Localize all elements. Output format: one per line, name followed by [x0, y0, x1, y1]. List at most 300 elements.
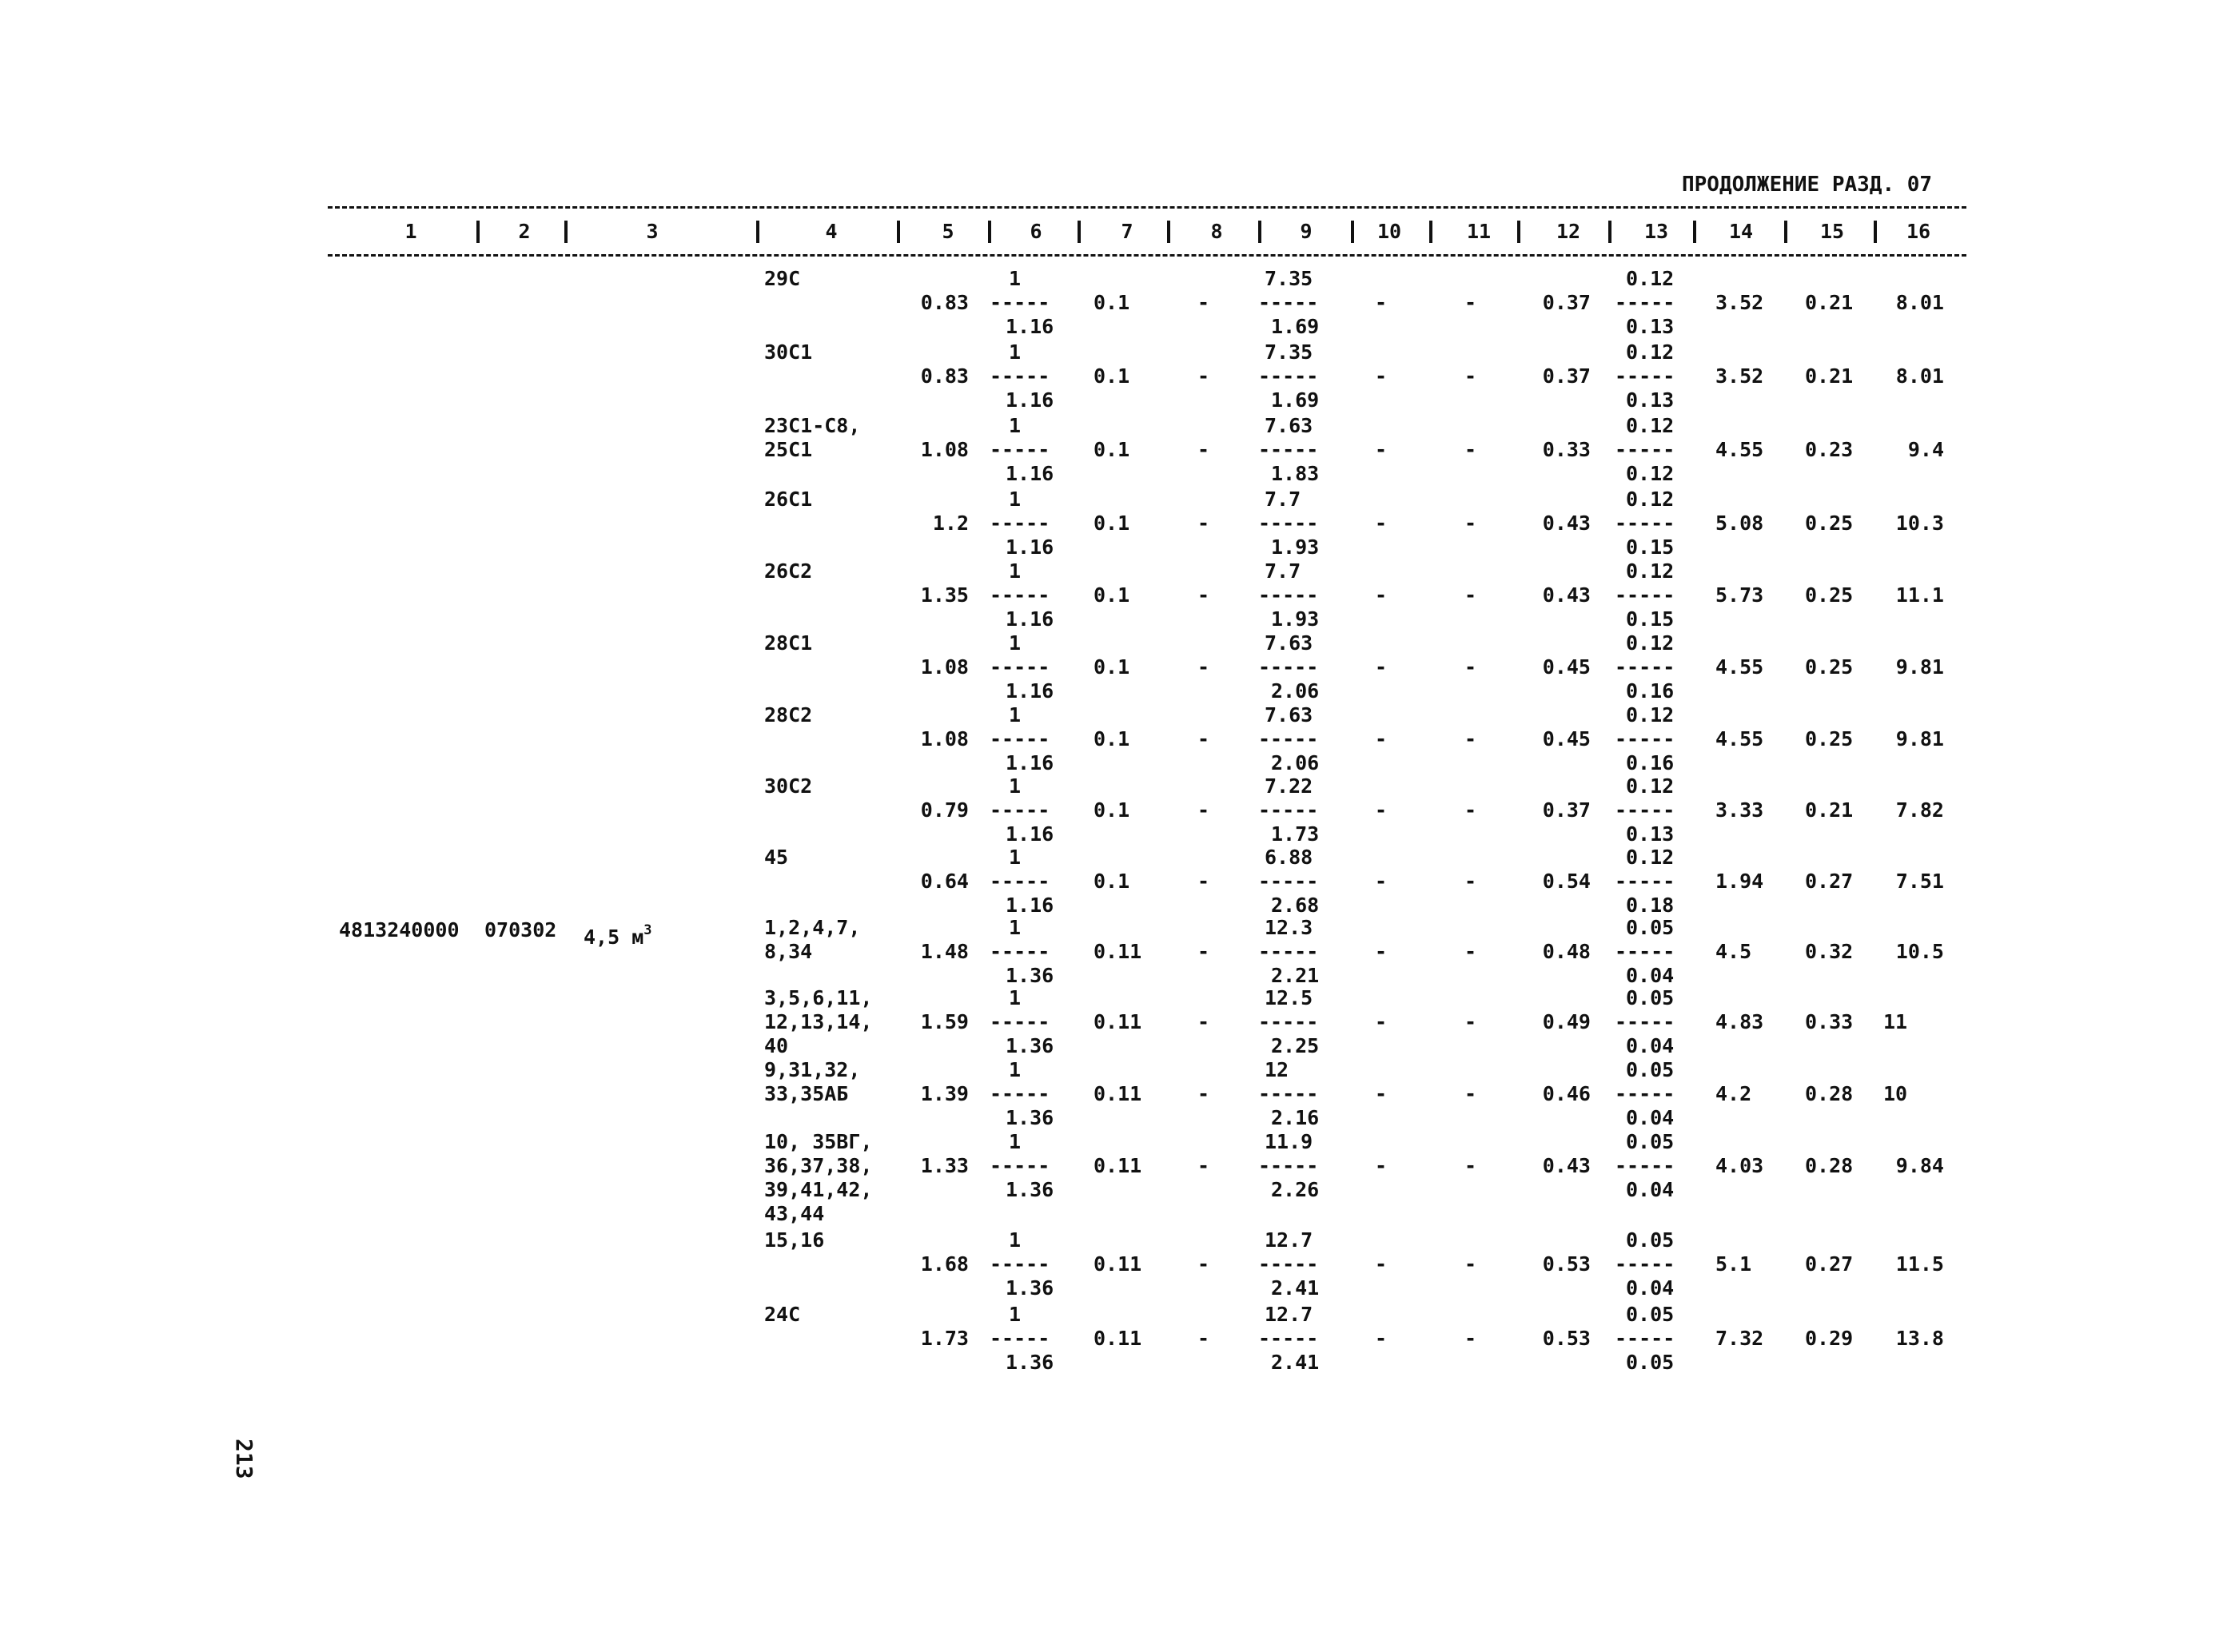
cell-col7: 0.1	[1094, 291, 1130, 314]
cell-col13-bar: -----	[1615, 438, 1675, 461]
cell-col14: 3.52	[1715, 364, 1764, 388]
cell-col6-den: 1.16	[1006, 315, 1054, 338]
cell-col4: 15,16	[764, 1228, 825, 1252]
cell-col4: 39,41,42,	[764, 1178, 873, 1201]
cell-col13-bar: -----	[1615, 798, 1675, 822]
column-separator	[1258, 221, 1261, 243]
cell-col6-num: 1	[1009, 1303, 1022, 1326]
column-separator	[1784, 221, 1787, 243]
column-header-4: 4	[825, 220, 838, 243]
cell-col13-num: 0.12	[1626, 488, 1675, 511]
cell-col13-num: 0.12	[1626, 631, 1675, 655]
column-separator	[756, 221, 759, 243]
cell-col13-num: 0.12	[1626, 559, 1675, 583]
cell-col9-den: 2.16	[1271, 1106, 1320, 1129]
cell-col13-den: 0.12	[1626, 462, 1675, 485]
cell-col8: -	[1197, 870, 1210, 893]
cell-col4: 30С1	[764, 340, 813, 364]
cell-col13-den: 0.04	[1626, 964, 1675, 987]
cell-col6-den: 1.16	[1006, 894, 1054, 917]
product-code: 4813240000	[339, 918, 460, 941]
cell-col12: 0.46	[1542, 1082, 1591, 1105]
cell-col4: 40	[764, 1034, 789, 1057]
cell-col9-bar: -----	[1258, 1082, 1319, 1105]
cell-col16: 10.3	[1895, 512, 1944, 535]
cell-col4: 25С1	[764, 438, 813, 461]
column-header-13: 13	[1643, 220, 1669, 243]
cell-col13-bar: -----	[1615, 512, 1675, 535]
cell-col9-den: 1.73	[1271, 822, 1320, 846]
cell-col13-den: 0.04	[1626, 1106, 1675, 1129]
column-header-10: 10	[1376, 220, 1402, 243]
cell-col13-num: 0.05	[1626, 1058, 1675, 1081]
cell-col5: 0.83	[920, 291, 969, 314]
cell-col6-num: 1	[1009, 703, 1022, 726]
column-separator	[1874, 221, 1877, 243]
cell-col9-num: 12	[1265, 1058, 1289, 1081]
cell-col13-bar: -----	[1615, 655, 1675, 679]
cell-col9-num: 12.5	[1265, 986, 1313, 1009]
cell-col6-den: 1.16	[1006, 462, 1054, 485]
cell-col14: 3.33	[1715, 798, 1764, 822]
column-header-2: 2	[518, 220, 531, 243]
column-separator	[1351, 221, 1354, 243]
cell-col6-den: 1.36	[1006, 964, 1054, 987]
cell-col9-num: 7.7	[1265, 559, 1301, 583]
cell-col5: 0.64	[920, 870, 969, 893]
cell-col7: 0.1	[1094, 727, 1130, 750]
cell-col5: 0.79	[920, 798, 969, 822]
cell-col10: -	[1375, 1082, 1388, 1105]
cell-col10: -	[1375, 291, 1388, 314]
cell-col5: 1.08	[920, 438, 969, 461]
cell-col15: 0.25	[1805, 727, 1854, 750]
cell-col10: -	[1375, 870, 1388, 893]
cell-col8: -	[1197, 1327, 1210, 1350]
cell-col11: -	[1464, 438, 1477, 461]
cell-col13-den: 0.04	[1626, 1034, 1675, 1057]
column-header-3: 3	[646, 220, 659, 243]
cell-col4: 36,37,38,	[764, 1154, 873, 1177]
cell-col12: 0.37	[1542, 798, 1591, 822]
cell-col11: -	[1464, 1252, 1477, 1276]
cell-col6-den: 1.36	[1006, 1351, 1054, 1374]
cell-col12: 0.33	[1542, 438, 1591, 461]
cell-col11: -	[1464, 655, 1477, 679]
cell-col4: 33,35АБ	[764, 1082, 849, 1105]
cell-col6-den: 1.36	[1006, 1106, 1054, 1129]
cell-col14: 4.5	[1715, 940, 1752, 963]
cell-col13-num: 0.12	[1626, 267, 1675, 290]
cell-col14: 4.03	[1715, 1154, 1764, 1177]
cell-col9-den: 2.41	[1271, 1351, 1320, 1374]
section-title: ПРОДОЛЖЕНИЕ РАЗД. 07	[1682, 173, 1933, 197]
cell-col9-num: 7.7	[1265, 488, 1301, 511]
cell-col16: 13.8	[1895, 1327, 1944, 1350]
cell-col4: 9,31,32,	[764, 1058, 861, 1081]
cell-col8: -	[1197, 655, 1210, 679]
cell-col9-den: 1.93	[1271, 535, 1320, 559]
cell-col14: 4.83	[1715, 1010, 1764, 1033]
cell-col8: -	[1197, 940, 1210, 963]
cell-col8: -	[1197, 364, 1210, 388]
cell-col10: -	[1375, 1010, 1388, 1033]
cell-col7: 0.11	[1094, 1327, 1142, 1350]
cell-col14: 1.94	[1715, 870, 1764, 893]
cell-col13-bar: -----	[1615, 1252, 1675, 1276]
cell-col13-bar: -----	[1615, 1010, 1675, 1033]
cell-col4: 23С1-С8,	[764, 414, 861, 437]
cell-col13-num: 0.05	[1626, 916, 1675, 939]
cell-col14: 5.08	[1715, 512, 1764, 535]
cell-col8: -	[1197, 727, 1210, 750]
cell-col13-num: 0.05	[1626, 1130, 1675, 1153]
cell-col14: 4.55	[1715, 655, 1764, 679]
cell-col6-num: 1	[1009, 846, 1022, 869]
cell-col5: 0.83	[920, 364, 969, 388]
cell-col13-den: 0.13	[1626, 388, 1675, 412]
cell-col9-bar: -----	[1258, 1154, 1319, 1177]
cell-col9-bar: -----	[1258, 583, 1319, 607]
cell-col4: 30С2	[764, 774, 813, 798]
cell-col15: 0.21	[1805, 798, 1854, 822]
cell-col6-den: 1.16	[1006, 679, 1054, 703]
cell-col12: 0.45	[1542, 727, 1591, 750]
cell-col13-den: 0.04	[1626, 1276, 1675, 1300]
header-bottom-rule	[328, 254, 1966, 257]
cell-col6-den: 1.36	[1006, 1178, 1054, 1201]
cell-col13-num: 0.12	[1626, 774, 1675, 798]
cell-col16: 9.81	[1895, 727, 1944, 750]
cell-col4: 29С	[764, 267, 801, 290]
cell-col16: 9.84	[1895, 1154, 1944, 1177]
cell-col13-num: 0.12	[1626, 414, 1675, 437]
cell-col13-bar: -----	[1615, 1154, 1675, 1177]
cell-col5: 1.68	[920, 1252, 969, 1276]
cell-col4: 28С2	[764, 703, 813, 726]
cell-col12: 0.43	[1542, 583, 1591, 607]
cell-col15: 0.28	[1805, 1154, 1854, 1177]
cell-col13-bar: -----	[1615, 1327, 1675, 1350]
cell-col9-bar: -----	[1258, 364, 1319, 388]
cell-col9-bar: -----	[1258, 798, 1319, 822]
cell-col6-bar: -----	[990, 1154, 1050, 1177]
cell-col11: -	[1464, 1327, 1477, 1350]
cell-col12: 0.53	[1542, 1252, 1591, 1276]
cell-col10: -	[1375, 1252, 1388, 1276]
cell-col6-den: 1.16	[1006, 535, 1054, 559]
cell-col7: 0.1	[1094, 870, 1130, 893]
cell-col11: -	[1464, 870, 1477, 893]
cell-col8: -	[1197, 438, 1210, 461]
cell-col8: -	[1197, 512, 1210, 535]
cell-col7: 0.1	[1094, 798, 1130, 822]
cell-col10: -	[1375, 940, 1388, 963]
cell-col11: -	[1464, 1082, 1477, 1105]
cell-col5: 1.08	[920, 727, 969, 750]
column-separator	[1517, 221, 1520, 243]
cell-col9-bar: -----	[1258, 1327, 1319, 1350]
cell-col9-bar: -----	[1258, 512, 1319, 535]
cell-col12: 0.43	[1542, 1154, 1591, 1177]
cell-col13-num: 0.05	[1626, 1303, 1675, 1326]
cell-col12: 0.45	[1542, 655, 1591, 679]
cell-col10: -	[1375, 438, 1388, 461]
cell-col5: 1.08	[920, 655, 969, 679]
cell-col9-num: 7.63	[1265, 631, 1313, 655]
cell-col9-den: 2.25	[1271, 1034, 1320, 1057]
cell-col8: -	[1197, 291, 1210, 314]
cell-col10: -	[1375, 798, 1388, 822]
cell-col13-bar: -----	[1615, 291, 1675, 314]
cell-col10: -	[1375, 512, 1388, 535]
cell-col12: 0.49	[1542, 1010, 1591, 1033]
column-header-7: 7	[1121, 220, 1133, 243]
cell-col7: 0.1	[1094, 512, 1130, 535]
cell-col6-bar: -----	[990, 512, 1050, 535]
column-header-11: 11	[1466, 220, 1492, 243]
cell-col6-num: 1	[1009, 986, 1022, 1009]
cell-col9-num: 7.63	[1265, 414, 1313, 437]
cell-col6-num: 1	[1009, 916, 1022, 939]
column-separator	[1078, 221, 1081, 243]
cell-col7: 0.1	[1094, 655, 1130, 679]
cell-col9-den: 2.26	[1271, 1178, 1320, 1201]
cell-col6-num: 1	[1009, 488, 1022, 511]
cell-col6-bar: -----	[990, 438, 1050, 461]
cell-col9-den: 1.93	[1271, 607, 1320, 631]
cell-col6-num: 1	[1009, 1228, 1022, 1252]
cell-col9-den: 1.69	[1271, 388, 1320, 412]
column-separator	[897, 221, 900, 243]
cell-col10: -	[1375, 727, 1388, 750]
cell-col13-den: 0.16	[1626, 751, 1675, 774]
cell-col13-den: 0.15	[1626, 607, 1675, 631]
cell-col6-num: 1	[1009, 267, 1022, 290]
cell-col15: 0.25	[1805, 583, 1854, 607]
cell-col9-bar: -----	[1258, 655, 1319, 679]
column-header-15: 15	[1819, 220, 1845, 243]
cell-col6-bar: -----	[990, 1327, 1050, 1350]
cell-col16: 7.51	[1895, 870, 1944, 893]
cell-col15: 0.32	[1805, 940, 1854, 963]
cell-col9-bar: -----	[1258, 727, 1319, 750]
cell-col6-den: 1.16	[1006, 822, 1054, 846]
cell-col13-bar: -----	[1615, 870, 1675, 893]
column-separator	[476, 221, 480, 243]
cell-col14: 7.32	[1715, 1327, 1764, 1350]
cell-col6-bar: -----	[990, 940, 1050, 963]
cell-col11: -	[1464, 364, 1477, 388]
cell-col12: 0.37	[1542, 291, 1591, 314]
cell-col5: 1.33	[920, 1154, 969, 1177]
cell-col13-den: 0.05	[1626, 1351, 1675, 1374]
cell-col14: 4.2	[1715, 1082, 1752, 1105]
cell-col16: 11	[1883, 1010, 1908, 1033]
cell-col4: 8,34	[764, 940, 813, 963]
cell-col12: 0.43	[1542, 512, 1591, 535]
column-header-16: 16	[1906, 220, 1931, 243]
cell-col14: 3.52	[1715, 291, 1764, 314]
column-header-12: 12	[1556, 220, 1581, 243]
cell-col9-num: 7.63	[1265, 703, 1313, 726]
cell-col4: 45	[764, 846, 789, 869]
cell-col16: 8.01	[1895, 291, 1944, 314]
cell-col16: 11.1	[1895, 583, 1944, 607]
cell-col6-bar: -----	[990, 364, 1050, 388]
column-separator	[1608, 221, 1611, 243]
cell-col16: 8.01	[1895, 364, 1944, 388]
cell-col9-num: 12.7	[1265, 1303, 1313, 1326]
cell-col16: 9.4	[1907, 438, 1944, 461]
cell-col6-den: 1.36	[1006, 1034, 1054, 1057]
cell-col13-den: 0.15	[1626, 535, 1675, 559]
cell-col11: -	[1464, 1154, 1477, 1177]
cell-col9-den: 2.21	[1271, 964, 1320, 987]
cell-col9-den: 2.06	[1271, 751, 1320, 774]
cell-col4: 1,2,4,7,	[764, 916, 861, 939]
cell-col6-num: 1	[1009, 774, 1022, 798]
cell-col9-den: 1.69	[1271, 315, 1320, 338]
cell-col6-num: 1	[1009, 559, 1022, 583]
cell-col16: 10	[1883, 1082, 1908, 1105]
cell-col16: 10.5	[1895, 940, 1944, 963]
cell-col5: 1.2	[932, 512, 969, 535]
cell-col9-bar: -----	[1258, 940, 1319, 963]
cell-col9-num: 11.9	[1265, 1130, 1313, 1153]
cell-col11: -	[1464, 512, 1477, 535]
cell-col8: -	[1197, 1010, 1210, 1033]
cell-col6-bar: -----	[990, 1252, 1050, 1276]
cell-col10: -	[1375, 1327, 1388, 1350]
cell-col6-num: 1	[1009, 631, 1022, 655]
cell-col15: 0.21	[1805, 291, 1854, 314]
cell-col6-bar: -----	[990, 291, 1050, 314]
cell-col11: -	[1464, 798, 1477, 822]
cell-col13-bar: -----	[1615, 364, 1675, 388]
cell-col6-bar: -----	[990, 583, 1050, 607]
cell-col12: 0.48	[1542, 940, 1591, 963]
cell-col8: -	[1197, 1082, 1210, 1105]
cell-col13-den: 0.18	[1626, 894, 1675, 917]
product-code-2: 070302	[484, 918, 557, 941]
cell-col6-den: 1.16	[1006, 751, 1054, 774]
cell-col7: 0.11	[1094, 1252, 1142, 1276]
cell-col13-num: 0.12	[1626, 846, 1675, 869]
cell-col4: 26С2	[764, 559, 813, 583]
cell-col11: -	[1464, 940, 1477, 963]
column-separator	[1429, 221, 1432, 243]
cell-col12: 0.53	[1542, 1327, 1591, 1350]
column-header-14: 14	[1728, 220, 1754, 243]
cell-col14: 4.55	[1715, 438, 1764, 461]
cell-col13-num: 0.12	[1626, 703, 1675, 726]
cell-col6-den: 1.16	[1006, 388, 1054, 412]
cell-col6-bar: -----	[990, 798, 1050, 822]
cell-col6-num: 1	[1009, 1130, 1022, 1153]
cell-col15: 0.25	[1805, 655, 1854, 679]
column-separator	[988, 221, 991, 243]
column-header-6: 6	[1030, 220, 1042, 243]
cell-col4: 26С1	[764, 488, 813, 511]
cell-col6-den: 1.16	[1006, 607, 1054, 631]
cell-col15: 0.27	[1805, 870, 1854, 893]
cell-col5: 1.73	[920, 1327, 969, 1350]
cell-col6-num: 1	[1009, 1058, 1022, 1081]
cell-col16: 7.82	[1895, 798, 1944, 822]
cell-col9-bar: -----	[1258, 1252, 1319, 1276]
cell-col4: 12,13,14,	[764, 1010, 873, 1033]
cell-col15: 0.28	[1805, 1082, 1854, 1105]
cell-col9-den: 2.06	[1271, 679, 1320, 703]
cell-col9-num: 7.22	[1265, 774, 1313, 798]
cell-col5: 1.35	[920, 583, 969, 607]
cell-col15: 0.21	[1805, 364, 1854, 388]
column-separator	[1167, 221, 1170, 243]
column-separator	[564, 221, 568, 243]
cell-col12: 0.37	[1542, 364, 1591, 388]
cell-col15: 0.29	[1805, 1327, 1854, 1350]
cell-col11: -	[1464, 583, 1477, 607]
cell-col9-bar: -----	[1258, 870, 1319, 893]
cell-col10: -	[1375, 583, 1388, 607]
cell-col11: -	[1464, 291, 1477, 314]
cell-col9-num: 12.3	[1265, 916, 1313, 939]
cell-col13-bar: -----	[1615, 583, 1675, 607]
cell-col13-den: 0.13	[1626, 315, 1675, 338]
column-header-8: 8	[1210, 220, 1223, 243]
cell-col11: -	[1464, 727, 1477, 750]
cell-col9-num: 7.35	[1265, 267, 1313, 290]
cell-col6-bar: -----	[990, 870, 1050, 893]
cell-col13-bar: -----	[1615, 727, 1675, 750]
cell-col4: 43,44	[764, 1202, 825, 1225]
cell-col9-den: 2.41	[1271, 1276, 1320, 1300]
cell-col15: 0.23	[1805, 438, 1854, 461]
cell-col14: 5.1	[1715, 1252, 1752, 1276]
cell-col8: -	[1197, 1252, 1210, 1276]
cell-col5: 1.59	[920, 1010, 969, 1033]
page-number: 213	[231, 1439, 257, 1479]
cell-col7: 0.11	[1094, 940, 1142, 963]
cell-col10: -	[1375, 364, 1388, 388]
cell-col11: -	[1464, 1010, 1477, 1033]
cell-col4: 24С	[764, 1303, 801, 1326]
column-header-5: 5	[942, 220, 954, 243]
cell-col13-den: 0.04	[1626, 1178, 1675, 1201]
cell-col6-bar: -----	[990, 1010, 1050, 1033]
cell-col9-num: 7.35	[1265, 340, 1313, 364]
cell-col9-num: 6.88	[1265, 846, 1313, 869]
cell-col15: 0.27	[1805, 1252, 1854, 1276]
cell-col15: 0.33	[1805, 1010, 1854, 1033]
cell-col5: 1.48	[920, 940, 969, 963]
cell-col9-bar: -----	[1258, 291, 1319, 314]
top-rule	[328, 206, 1966, 209]
cell-col10: -	[1375, 655, 1388, 679]
cell-col6-num: 1	[1009, 414, 1022, 437]
cell-col8: -	[1197, 798, 1210, 822]
cell-col9-bar: -----	[1258, 1010, 1319, 1033]
unit-measure: 4,5 $м^3$	[584, 922, 652, 949]
cell-col4: 28С1	[764, 631, 813, 655]
cell-col13-num: 0.05	[1626, 986, 1675, 1009]
cell-col7: 0.11	[1094, 1010, 1142, 1033]
cell-col7: 0.11	[1094, 1154, 1142, 1177]
cell-col5: 1.39	[920, 1082, 969, 1105]
cell-col13-den: 0.13	[1626, 822, 1675, 846]
column-header-9: 9	[1300, 220, 1313, 243]
